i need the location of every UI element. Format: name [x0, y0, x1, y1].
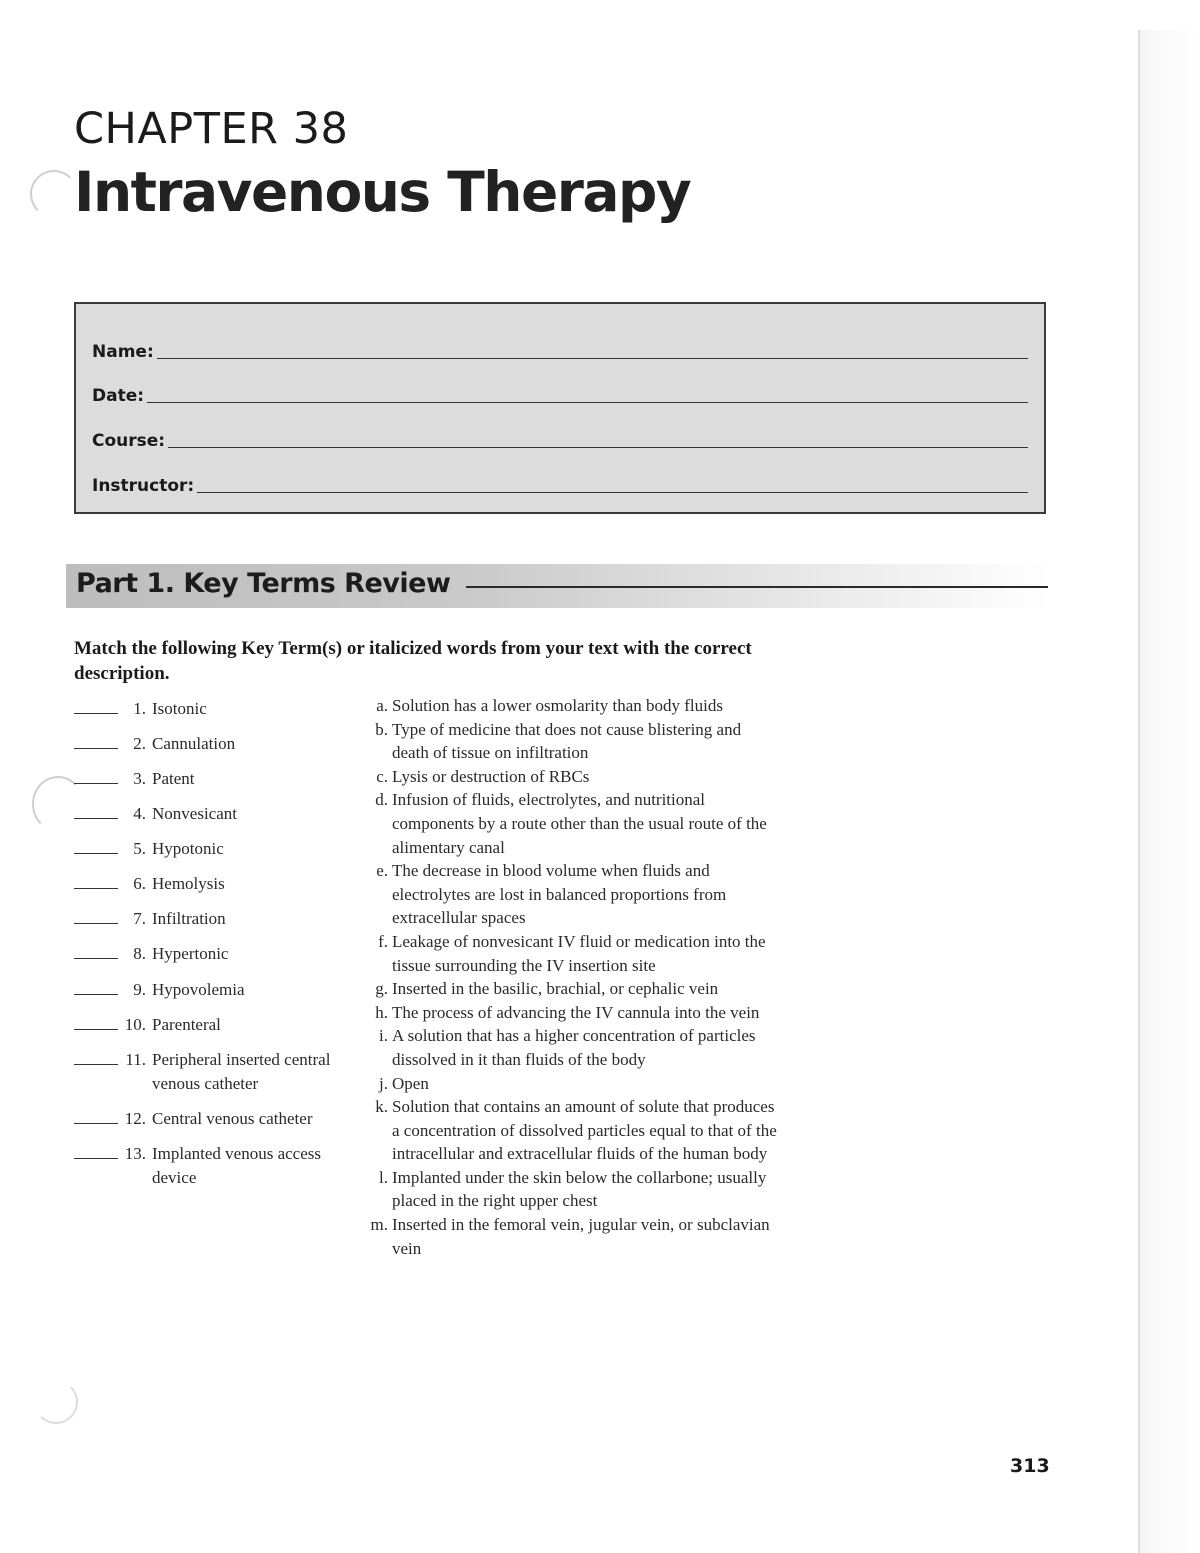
description-letter: i.	[379, 1026, 388, 1046]
term-number: 12.	[124, 1109, 146, 1128]
term-number: 11.	[125, 1050, 146, 1069]
answer-blank[interactable]	[74, 697, 118, 714]
description-item	[360, 1001, 780, 1025]
term-item	[74, 942, 352, 966]
description-item	[360, 1213, 780, 1260]
course-label: Course:	[92, 431, 166, 451]
term-number: 9.	[133, 980, 146, 999]
term-item	[74, 1107, 352, 1131]
term-item	[74, 907, 352, 931]
description-letter: b.	[375, 719, 388, 739]
description-text: Open	[392, 1073, 429, 1093]
term-number: 1.	[133, 699, 146, 718]
binder-hole	[34, 1380, 78, 1424]
course-field[interactable]	[168, 447, 1028, 448]
description-text: Solution that contains an amount of solute that produces a concentration of dissolved particles equal to that of the intracellular and extracellular fluids of the human body	[392, 1097, 777, 1164]
description-letter: e.	[376, 861, 388, 881]
description-item	[360, 718, 780, 765]
term-number: 5.	[133, 839, 146, 858]
description-letter: k.	[375, 1097, 388, 1117]
term-number: 6.	[133, 874, 146, 893]
student-info-box	[74, 302, 1046, 514]
chapter-title: Intravenous Therapy	[74, 160, 691, 224]
term-item	[74, 978, 352, 1002]
description-letter: h.	[375, 1002, 388, 1022]
description-text: Leakage of nonvesicant IV fluid or medication into the tissue surrounding the IV insertion site	[392, 931, 766, 975]
term-item	[74, 697, 352, 721]
term-text: Nonvesicant	[152, 804, 237, 823]
term-item	[74, 1048, 352, 1096]
description-item	[360, 1166, 780, 1213]
term-item	[74, 837, 352, 861]
description-letter: c.	[376, 766, 388, 786]
description-letter: f.	[378, 931, 388, 951]
term-text: Hypotonic	[152, 839, 224, 858]
description-letter: j.	[379, 1073, 388, 1093]
name-row	[92, 340, 1028, 362]
term-text: Cannulation	[152, 734, 236, 753]
term-item	[74, 767, 352, 791]
term-number: 3.	[133, 769, 146, 788]
description-letter: g.	[375, 979, 388, 999]
binder-hole	[30, 170, 78, 218]
description-item	[360, 694, 780, 718]
term-text: Implanted venous access device	[152, 1144, 321, 1187]
term-text: Peripheral inserted central venous catheter	[152, 1050, 331, 1093]
description-item	[360, 859, 780, 930]
descriptions-list	[360, 694, 780, 1260]
description-item	[360, 765, 780, 789]
part-header-rule	[466, 586, 1048, 588]
description-letter: a.	[376, 696, 388, 715]
answer-blank[interactable]	[74, 767, 118, 784]
description-item	[360, 1095, 780, 1166]
description-text: Inserted in the basilic, brachial, or cephalic vein	[392, 979, 719, 999]
term-number: 2.	[133, 734, 146, 753]
answer-blank[interactable]	[74, 1142, 118, 1159]
term-item	[74, 1013, 352, 1037]
course-row	[92, 429, 1028, 451]
description-letter: m.	[370, 1215, 388, 1235]
term-item	[74, 802, 352, 826]
description-item	[360, 1024, 780, 1071]
description-item	[360, 930, 780, 977]
instructor-field[interactable]	[197, 492, 1028, 493]
term-item	[74, 732, 352, 756]
description-text: The process of advancing the IV cannula into the vein	[392, 1002, 760, 1022]
term-number: 7.	[133, 909, 146, 928]
description-letter: d.	[375, 790, 388, 810]
answer-blank[interactable]	[74, 1048, 118, 1065]
description-text: Infusion of fluids, electrolytes, and nutritional components by a route other than the usual route of the alimentary canal	[392, 790, 767, 857]
term-text: Hypertonic	[152, 944, 229, 963]
page-edge-shadow	[1138, 30, 1200, 1553]
description-item	[360, 977, 780, 1001]
answer-blank[interactable]	[74, 802, 118, 819]
page-number: 313	[1010, 1455, 1050, 1477]
description-text: The decrease in blood volume when fluids and electrolytes are lost in balanced proportions from extracellular spaces	[392, 861, 727, 928]
name-field[interactable]	[157, 358, 1028, 359]
description-text: Implanted under the skin below the collarbone; usually placed in the right upper chest	[392, 1167, 767, 1211]
instructor-row	[92, 474, 1028, 496]
answer-blank[interactable]	[74, 837, 118, 854]
instructions: Match the following Key Term(s) or italicized words from your text with the correct description.	[74, 638, 752, 684]
name-label: Name:	[92, 342, 154, 362]
term-text: Central venous catheter	[152, 1109, 313, 1128]
chapter-label: CHAPTER 38	[74, 104, 349, 154]
description-text: A solution that has a higher concentration of particles dissolved in it than fluids of the body	[392, 1026, 756, 1069]
description-text: Solution has a lower osmolarity than body fluids	[392, 696, 723, 715]
term-number: 10.	[124, 1015, 146, 1034]
description-text: Lysis or destruction of RBCs	[392, 766, 590, 786]
description-item	[360, 788, 780, 859]
term-number: 13.	[124, 1144, 146, 1163]
term-text: Patent	[152, 769, 195, 788]
term-text: Isotonic	[152, 699, 207, 718]
date-row	[92, 384, 1028, 406]
answer-blank[interactable]	[74, 732, 118, 749]
term-text: Hemolysis	[152, 874, 225, 893]
answer-blank[interactable]	[74, 872, 118, 889]
answer-blank[interactable]	[74, 907, 118, 924]
term-text: Infiltration	[152, 909, 226, 928]
answer-blank[interactable]	[74, 942, 118, 959]
description-item	[360, 1072, 780, 1096]
term-item	[74, 872, 352, 896]
description-letter: l.	[379, 1167, 388, 1187]
description-text: Type of medicine that does not cause blistering and death of tissue on infiltration	[392, 719, 742, 763]
answer-blank[interactable]	[74, 978, 118, 995]
term-text: Hypovolemia	[152, 980, 245, 999]
answer-blank[interactable]	[74, 1013, 118, 1030]
date-field[interactable]	[147, 402, 1028, 403]
answer-blank[interactable]	[74, 1107, 118, 1124]
term-item	[74, 1142, 322, 1190]
part-title: Part 1. Key Terms Review	[76, 568, 451, 599]
description-text: Inserted in the femoral vein, jugular vein, or subclavian vein	[392, 1215, 770, 1258]
instructor-label: Instructor:	[92, 476, 195, 496]
term-number: 8.	[133, 944, 146, 963]
date-label: Date:	[92, 386, 145, 406]
term-number: 4.	[133, 804, 146, 823]
term-text: Parenteral	[152, 1015, 221, 1034]
